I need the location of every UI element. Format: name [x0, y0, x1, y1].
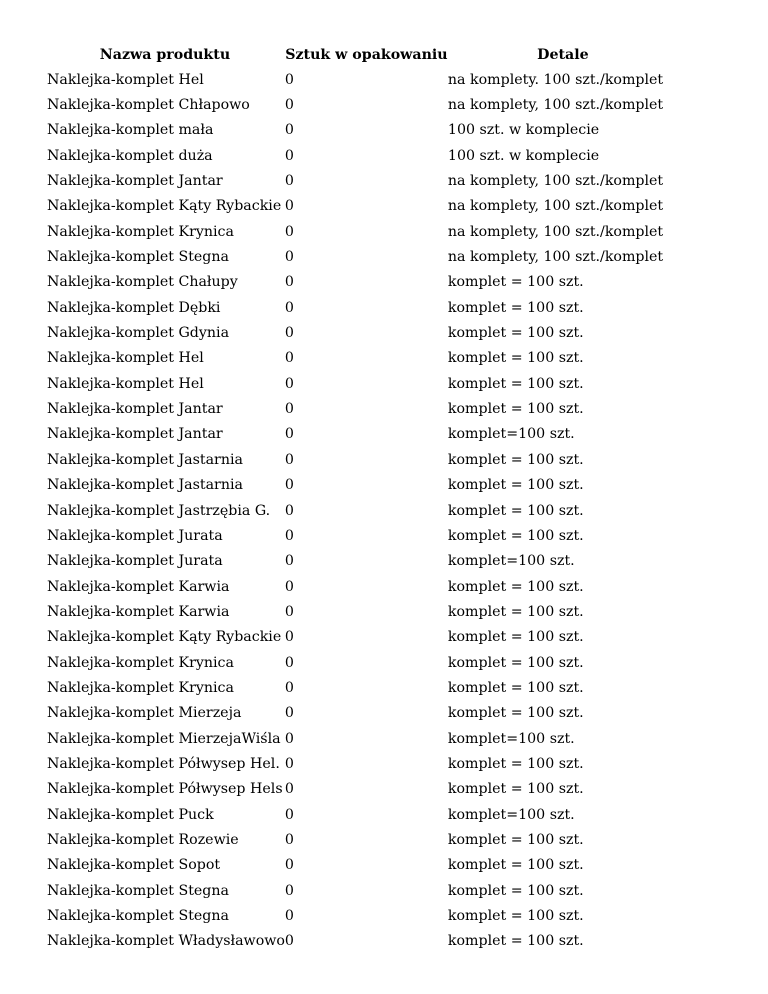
table-row: [45, 92, 678, 117]
table-row: [45, 929, 678, 954]
quantity-cell: 0: [284, 679, 294, 696]
product-name-cell: Naklejka-komplet Jastrzębia G.: [47, 502, 271, 519]
product-name-cell: Naklejka-komplet Kąty Rybackie: [47, 629, 282, 646]
quantity-cell: 0: [284, 477, 294, 494]
product-name-cell: Naklejka-komplet Hel: [47, 375, 204, 392]
product-name-cell: Naklejka-komplet Karwia: [47, 578, 230, 595]
details-cell: komplet = 100 szt.: [447, 527, 584, 544]
product-name-cell: Naklejka-komplet Jurata: [47, 527, 223, 544]
product-name-cell: Naklejka-komplet Jastarnia: [47, 477, 243, 494]
table-row: [45, 650, 678, 675]
details-cell: na komplety, 100 szt./komplet: [447, 173, 664, 190]
table-row: [45, 270, 678, 295]
quantity-cell: 0: [284, 147, 294, 164]
details-cell: komplet = 100 szt.: [447, 375, 584, 392]
details-cell: komplet=100 szt.: [447, 806, 575, 823]
table-row: [45, 168, 678, 193]
quantity-cell: 0: [284, 97, 294, 114]
product-name-cell: Naklejka-komplet Krynica: [47, 223, 234, 240]
column-header-name: Nazwa produktu: [99, 46, 231, 63]
quantity-cell: 0: [284, 198, 294, 215]
quantity-cell: 0: [284, 223, 294, 240]
details-cell: komplet = 100 szt.: [447, 274, 584, 291]
product-name-cell: Naklejka-komplet Jantar: [47, 426, 223, 443]
table-row: [45, 903, 678, 928]
quantity-cell: 0: [284, 426, 294, 443]
product-name-cell: Naklejka-komplet mała: [47, 122, 214, 139]
table-row: [45, 194, 678, 219]
product-name-cell: Naklejka-komplet Półwysep Hels: [47, 781, 283, 798]
details-cell: komplet = 100 szt.: [447, 477, 584, 494]
details-cell: komplet = 100 szt.: [447, 831, 584, 848]
product-name-cell: Naklejka-komplet Gdynia: [47, 325, 230, 342]
product-name-cell: Naklejka-komplet Mierzeja: [47, 705, 242, 722]
table-row: [45, 523, 678, 548]
details-cell: 100 szt. w komplecie: [447, 122, 600, 139]
quantity-cell: 0: [284, 274, 294, 291]
quantity-cell: 0: [284, 933, 294, 950]
details-cell: komplet=100 szt.: [447, 730, 575, 747]
table-row: [45, 802, 678, 827]
details-cell: komplet = 100 szt.: [447, 882, 584, 899]
table-row: [45, 320, 678, 345]
product-name-cell: Naklejka-komplet Jantar: [47, 401, 223, 418]
quantity-cell: 0: [284, 71, 294, 88]
product-name-cell: Naklejka-komplet Karwia: [47, 603, 230, 620]
product-name-cell: Naklejka-komplet Chałupy: [47, 274, 238, 291]
table-row: [45, 675, 678, 700]
product-name-cell: Naklejka-komplet Krynica: [47, 654, 234, 671]
table-row: [45, 346, 678, 371]
product-name-cell: Naklejka-komplet Jantar: [47, 173, 223, 190]
details-cell: na komplety, 100 szt./komplet: [447, 198, 664, 215]
table-row: [45, 751, 678, 776]
details-cell: komplet=100 szt.: [447, 553, 575, 570]
details-cell: komplet = 100 szt.: [447, 350, 584, 367]
product-name-cell: Naklejka-komplet Półwysep Hel.: [47, 755, 280, 772]
details-cell: komplet = 100 szt.: [447, 679, 584, 696]
product-name-cell: Naklejka-komplet Władysławowo: [47, 933, 285, 950]
product-name-cell: Naklejka-komplet Rozewie: [47, 831, 239, 848]
product-name-cell: Naklejka-komplet Krynica: [47, 679, 234, 696]
details-cell: na komplety. 100 szt./komplet: [447, 71, 664, 88]
quantity-cell: 0: [284, 603, 294, 620]
product-name-cell: Naklejka-komplet Puck: [47, 806, 214, 823]
details-cell: komplet = 100 szt.: [447, 451, 584, 468]
details-cell: komplet = 100 szt.: [447, 705, 584, 722]
column-header-details: Detale: [537, 46, 589, 63]
details-cell: na komplety, 100 szt./komplet: [447, 223, 664, 240]
quantity-cell: 0: [284, 705, 294, 722]
table-row: [45, 244, 678, 269]
product-name-cell: Naklejka-komplet duża: [47, 147, 213, 164]
table-row: [45, 473, 678, 498]
quantity-cell: 0: [284, 908, 294, 925]
product-name-cell: Naklejka-komplet Jurata: [47, 553, 223, 570]
quantity-cell: 0: [284, 857, 294, 874]
table-row: [45, 701, 678, 726]
quantity-cell: 0: [284, 629, 294, 646]
table-row: [45, 143, 678, 168]
product-table: [45, 42, 678, 954]
details-cell: na komplety, 100 szt./komplet: [447, 97, 664, 114]
quantity-cell: 0: [284, 401, 294, 418]
details-cell: komplet = 100 szt.: [447, 857, 584, 874]
quantity-cell: 0: [284, 578, 294, 595]
table-row: [45, 777, 678, 802]
details-cell: komplet = 100 szt.: [447, 603, 584, 620]
details-cell: komplet = 100 szt.: [447, 755, 584, 772]
table-row: [45, 422, 678, 447]
quantity-cell: 0: [284, 553, 294, 570]
quantity-cell: 0: [284, 325, 294, 342]
table-row: [45, 878, 678, 903]
details-cell: na komplety, 100 szt./komplet: [447, 249, 664, 266]
details-cell: komplet = 100 szt.: [447, 654, 584, 671]
product-name-cell: Naklejka-komplet Chłapowo: [47, 97, 250, 114]
table-header-row: [45, 42, 678, 67]
quantity-cell: 0: [284, 755, 294, 772]
quantity-cell: 0: [284, 299, 294, 316]
details-cell: komplet = 100 szt.: [447, 933, 584, 950]
product-name-cell: Naklejka-komplet Kąty Rybackie: [47, 198, 282, 215]
table-body: [45, 67, 678, 954]
product-name-cell: Naklejka-komplet Stegna: [47, 908, 229, 925]
table-row: [45, 498, 678, 523]
quantity-cell: 0: [284, 502, 294, 519]
details-cell: 100 szt. w komplecie: [447, 147, 600, 164]
table-row: [45, 219, 678, 244]
table-row: [45, 827, 678, 852]
quantity-cell: 0: [284, 527, 294, 544]
quantity-cell: 0: [284, 173, 294, 190]
product-name-cell: Naklejka-komplet Dębki: [47, 299, 221, 316]
table-row: [45, 549, 678, 574]
table-row: [45, 447, 678, 472]
product-name-cell: Naklejka-komplet MierzejaWiśla: [47, 730, 281, 747]
quantity-cell: 0: [284, 249, 294, 266]
quantity-cell: 0: [284, 654, 294, 671]
table-row: [45, 371, 678, 396]
details-cell: komplet = 100 szt.: [447, 629, 584, 646]
table-row: [45, 67, 678, 92]
quantity-cell: 0: [284, 806, 294, 823]
product-name-cell: Naklejka-komplet Hel: [47, 350, 204, 367]
details-cell: komplet = 100 szt.: [447, 781, 584, 798]
product-name-cell: Naklejka-komplet Stegna: [47, 249, 229, 266]
quantity-cell: 0: [284, 122, 294, 139]
table-row: [45, 574, 678, 599]
quantity-cell: 0: [284, 350, 294, 367]
quantity-cell: 0: [284, 882, 294, 899]
product-name-cell: Naklejka-komplet Stegna: [47, 882, 229, 899]
table-row: [45, 599, 678, 624]
details-cell: komplet = 100 szt.: [447, 908, 584, 925]
details-cell: komplet = 100 szt.: [447, 401, 584, 418]
details-cell: komplet = 100 szt.: [447, 325, 584, 342]
product-name-cell: Naklejka-komplet Hel: [47, 71, 204, 88]
product-name-cell: Naklejka-komplet Jastarnia: [47, 451, 243, 468]
table-row: [45, 396, 678, 421]
table-row: [45, 853, 678, 878]
details-cell: komplet = 100 szt.: [447, 502, 584, 519]
product-name-cell: Naklejka-komplet Sopot: [47, 857, 221, 874]
details-cell: komplet = 100 szt.: [447, 299, 584, 316]
quantity-cell: 0: [284, 781, 294, 798]
table-row: [45, 625, 678, 650]
quantity-cell: 0: [284, 831, 294, 848]
table-row: [45, 726, 678, 751]
details-cell: komplet=100 szt.: [447, 426, 575, 443]
table-row: [45, 118, 678, 143]
quantity-cell: 0: [284, 375, 294, 392]
table-row: [45, 295, 678, 320]
quantity-cell: 0: [284, 451, 294, 468]
column-header-qty: Sztuk w opakowaniu: [285, 46, 448, 63]
quantity-cell: 0: [284, 730, 294, 747]
details-cell: komplet = 100 szt.: [447, 578, 584, 595]
